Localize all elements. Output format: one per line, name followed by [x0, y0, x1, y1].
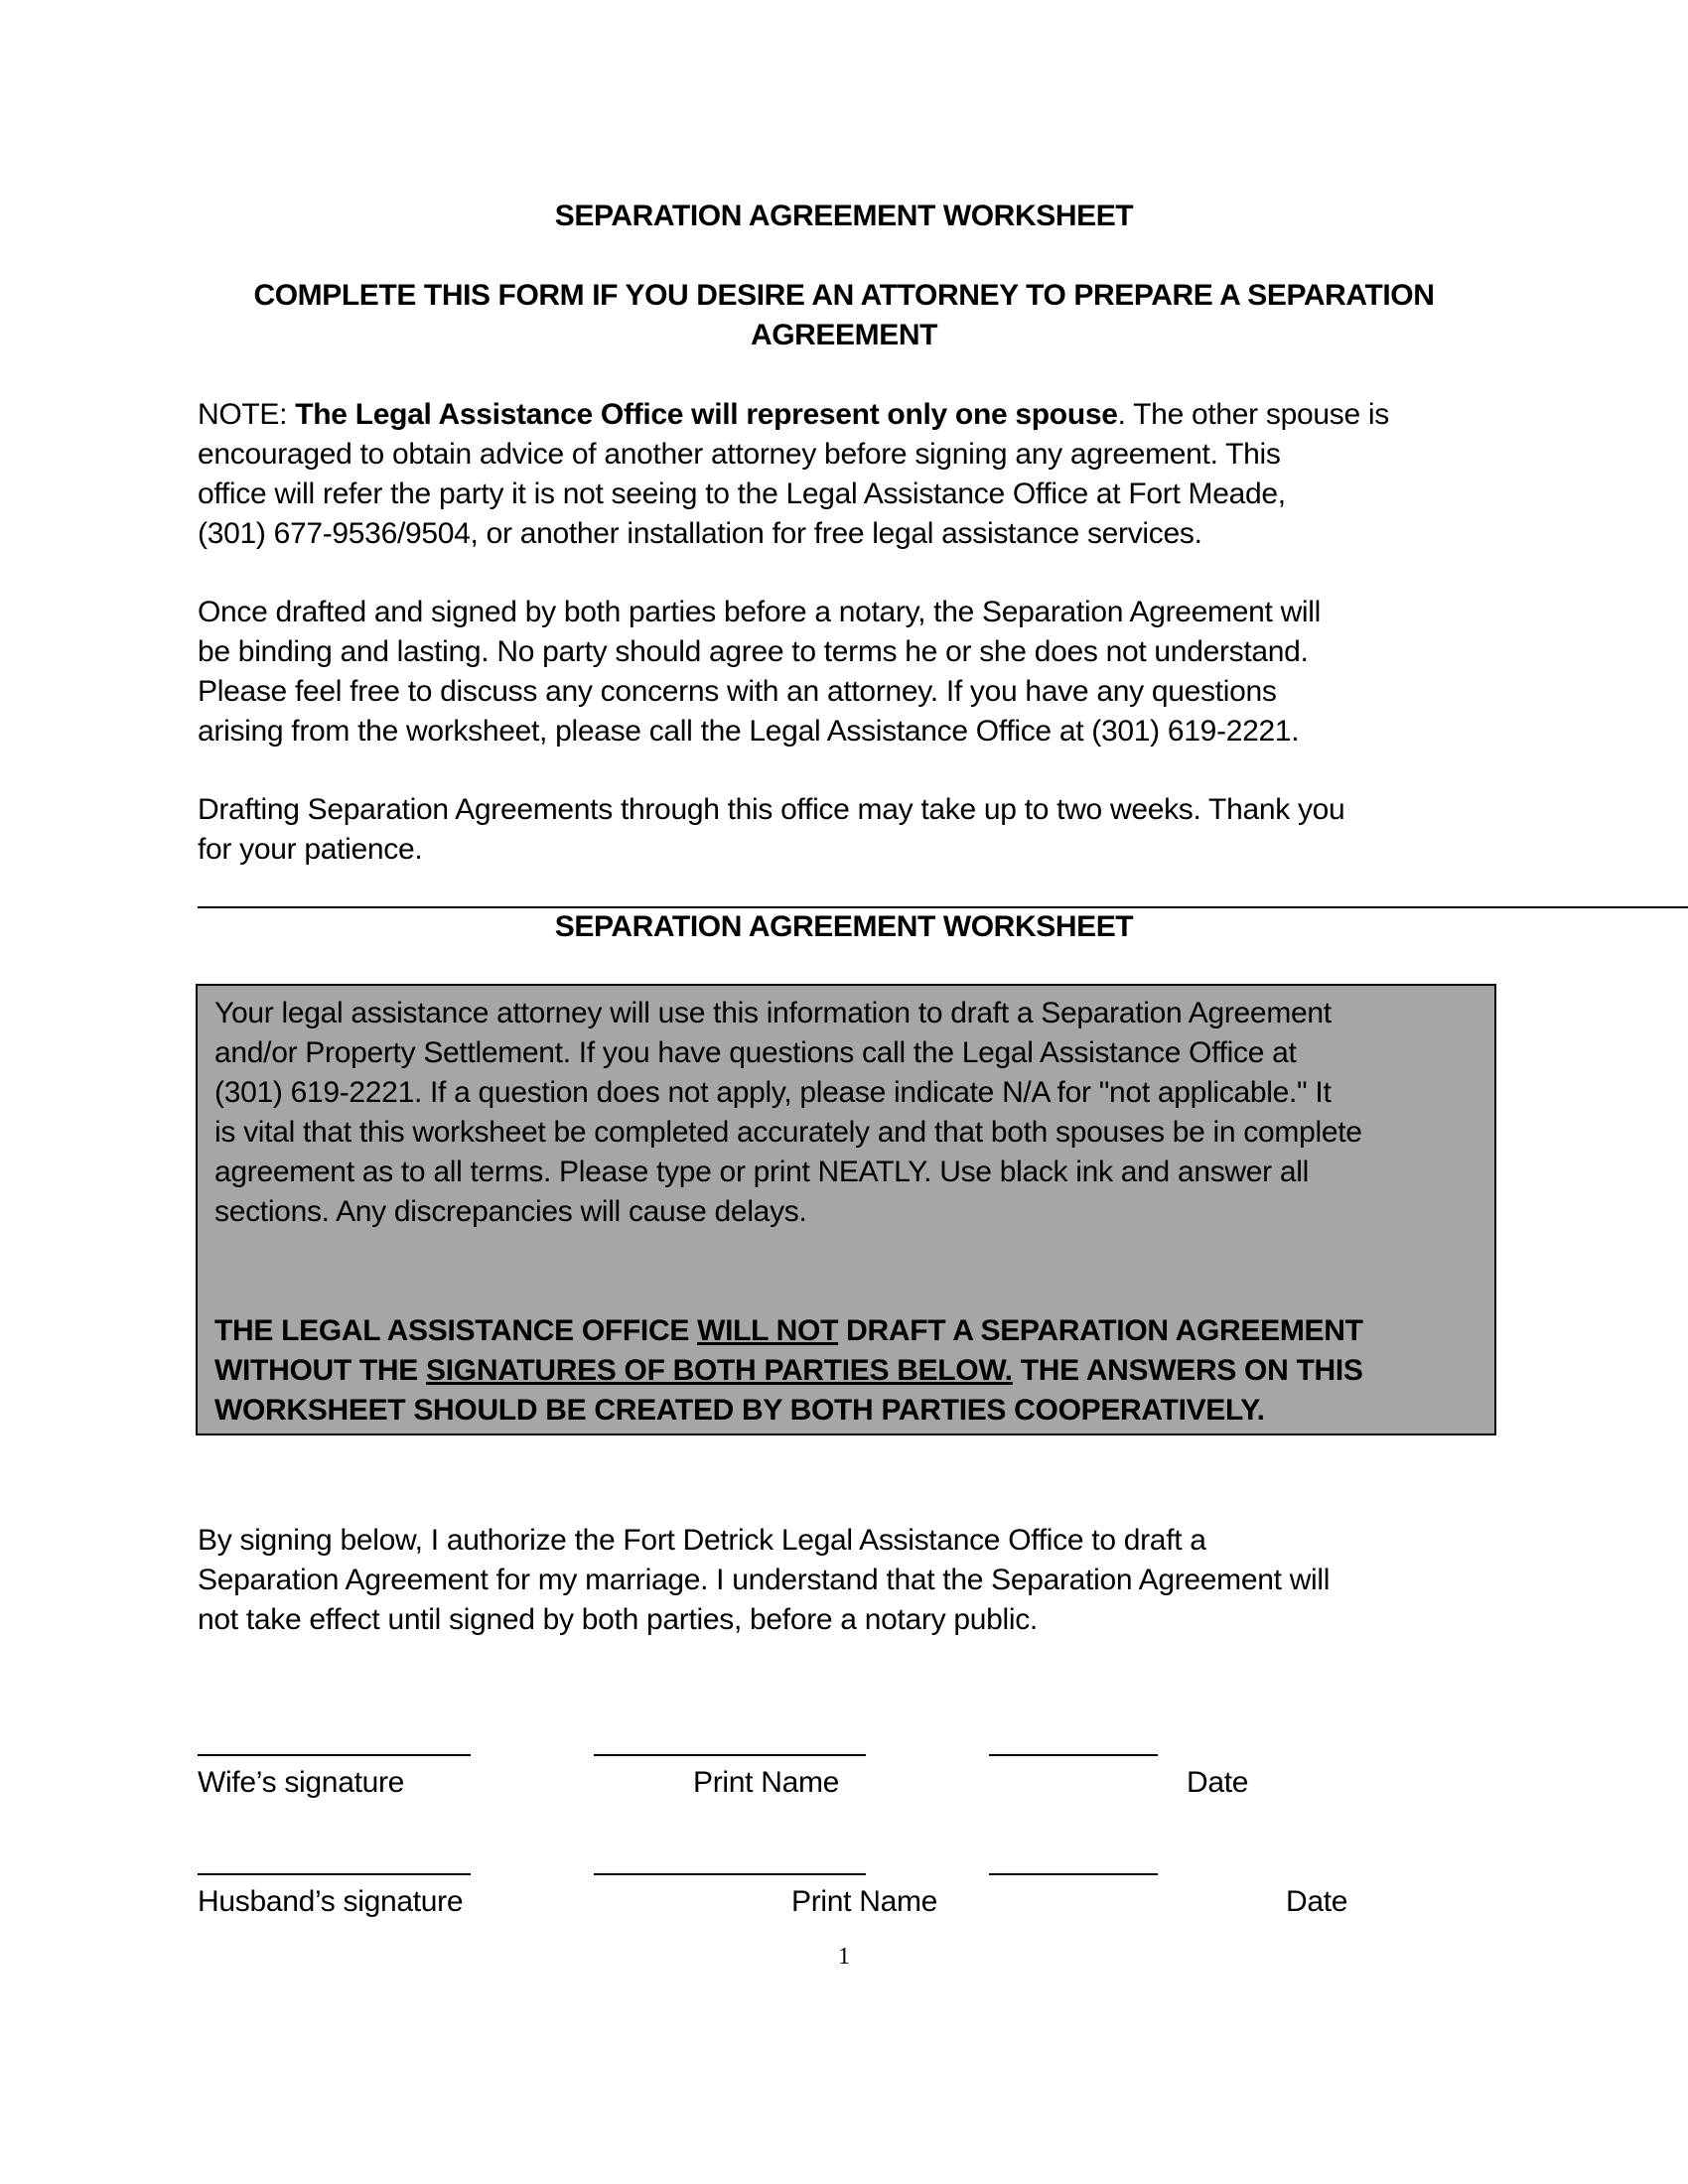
text-line: Separation Agreement for my marriage. I understand that the Separation Agreement will	[198, 1564, 1331, 1596]
husband-signature-label: Husband’s signature	[198, 1885, 464, 1918]
wife-date-label: Date	[1187, 1766, 1249, 1799]
husband-date-line[interactable]	[989, 1873, 1158, 1875]
text-line: is vital that this worksheet be completed accurately and that both spouses be in complete	[214, 1116, 1362, 1149]
warning-line-3: WORKSHEET SHOULD BE CREATED BY BOTH PARTIES COOPERATIVELY.	[214, 1394, 1265, 1427]
instructions-box	[196, 984, 1496, 1435]
drafting-time-paragraph	[198, 790, 1508, 870]
binding-paragraph	[198, 593, 1508, 751]
text-line: Once drafted and signed by both parties before a notary, the Separation Agreement will	[198, 596, 1322, 628]
text-line: Drafting Separation Agreements through this office may take up to two weeks. Thank you	[198, 793, 1345, 826]
text-line: be binding and lasting. No party should agree to terms he or she does not understand.	[198, 635, 1309, 668]
warning-line-1: THE LEGAL ASSISTANCE OFFICE WILL NOT DRAFT A SEPARATION AGREEMENT	[214, 1314, 1363, 1347]
wife-date-line[interactable]	[989, 1754, 1158, 1756]
husband-date-label: Date	[1286, 1885, 1348, 1918]
note-paragraph	[198, 395, 1508, 554]
text-line: agreement as to all terms. Please type or print NEATLY. Use black ink and answer all	[214, 1156, 1309, 1188]
text-line: sections. Any discrepancies will cause delays.	[214, 1195, 807, 1228]
wife-signature-line[interactable]	[198, 1754, 471, 1756]
note-bold-statement: The Legal Assistance Office will represent only one spouse	[295, 398, 1118, 431]
husband-print-name-label: Print Name	[791, 1885, 938, 1918]
wife-print-name-line[interactable]	[594, 1754, 866, 1756]
text-line: (301) 619-2221. If a question does not apply, please indicate N/A for "not applicable." It	[214, 1076, 1332, 1109]
wife-print-name-label: Print Name	[693, 1766, 840, 1799]
section-title: SEPARATION AGREEMENT WORKSHEET	[554, 910, 1134, 943]
note-line-1: NOTE: The Legal Assistance Office will represent only one spouse. The other spouse is	[198, 398, 1389, 431]
page-number: 1	[838, 1944, 850, 1970]
spacer	[214, 1232, 1495, 1311]
warning-text	[214, 1311, 1495, 1431]
husband-print-name-line[interactable]	[594, 1873, 866, 1875]
authorization-paragraph	[198, 1521, 1508, 1640]
text-line: not take effect until signed by both parties, before a notary public.	[198, 1603, 1038, 1636]
text-line: for your patience.	[198, 833, 423, 866]
note-line-2: encouraged to obtain advice of another attorney before signing any agreement. This	[198, 438, 1281, 471]
page-title: SEPARATION AGREEMENT WORKSHEET	[554, 200, 1134, 232]
husband-signature-line[interactable]	[198, 1873, 471, 1875]
note-line-4: (301) 677-9536/9504, or another installation for free legal assistance services.	[198, 517, 1202, 550]
page-subtitle-line1: COMPLETE THIS FORM IF YOU DESIRE AN ATTORNEY TO PREPARE A SEPARATION	[253, 279, 1435, 312]
instructions-text	[214, 994, 1495, 1431]
warning-line-2: WITHOUT THE SIGNATURES OF BOTH PARTIES BELOW. THE ANSWERS ON THIS	[214, 1354, 1363, 1387]
text-line: Please feel free to discuss any concerns with an attorney. If you have any questions	[198, 675, 1277, 708]
text-line: Your legal assistance attorney will use this information to draft a Separation Agreement	[214, 997, 1332, 1029]
text-line: arising from the worksheet, please call the Legal Assistance Office at (301) 619-2221.	[198, 715, 1300, 748]
wife-signature-label: Wife’s signature	[198, 1766, 405, 1799]
text-line: By signing below, I authorize the Fort Detrick Legal Assistance Office to draft a	[198, 1524, 1206, 1557]
note-line-3: office will refer the party it is not seeing to the Legal Assistance Office at Fort Meade,	[198, 478, 1286, 510]
text-line: and/or Property Settlement. If you have questions call the Legal Assistance Office at	[214, 1036, 1297, 1069]
page-subtitle-line2: AGREEMENT	[750, 319, 938, 351]
